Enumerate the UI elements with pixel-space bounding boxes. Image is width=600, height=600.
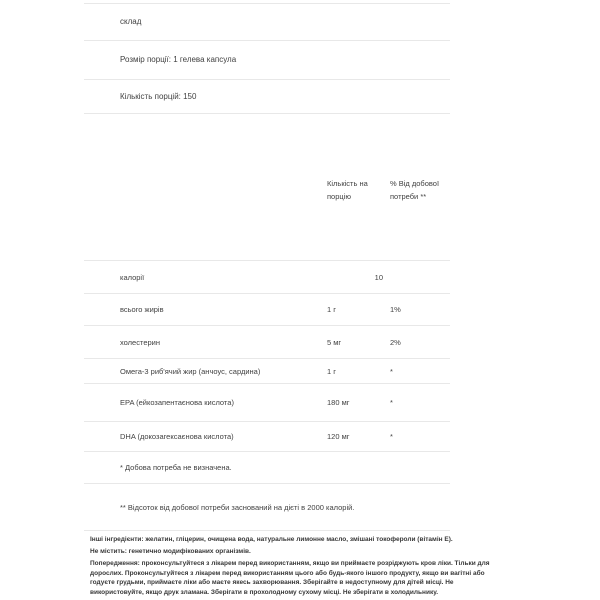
warning-line: годуєте грудьми, приймаєте ліки або маєте якесь захворювання. Зберігайте в недоступному для дітей місці. Не [90,579,454,586]
footnote-row [84,451,450,483]
table-row [84,260,450,293]
nutrient-name: холестерин [120,337,160,347]
warning-line: дорослих. Проконсультуйтеся з лікарем перед використанням цього або будь-якого іншого продукту, якщо ви вагітні або [90,569,485,577]
column-header-daily-value: % Від добової потреби ** [390,178,440,201]
column-header-amount: Кількість на порцію [327,178,368,201]
table-row [84,325,450,358]
nutrient-name: DHA (докозагексаєнова кислота) [120,432,234,441]
nutrient-daily-value: 2% [390,337,401,347]
serving-size-label: Розмір порції: 1 гелева капсула [120,55,237,65]
other-ingredients-text: Інші інгредієнти: желатин, гліцерин, очищена вода, натуральне лимонне масло, змішані токофероли (вітамін E). [90,536,453,543]
table-header-row [84,113,450,260]
nutrient-daily-value: * [390,366,393,376]
table-row [84,293,450,325]
table-row [84,421,450,451]
footnote-row [84,483,450,530]
table-row [84,358,450,383]
section-row-serving-size [84,40,450,79]
footnote-daily-value-not-established: * Добова потреба не визначена. [120,463,232,472]
composition-label: склад [120,17,142,27]
nutrient-daily-value: * [390,398,393,407]
nutrient-name: Омега-3 риб'ячий жир (анчоус, сардина) [120,366,261,376]
servings-count-label: Кількість порцій: 150 [120,91,197,101]
section-row-servings-count [84,79,450,113]
nutrient-name: калорії [120,272,145,282]
nutrient-amount: 1 г [327,305,336,314]
contains-note-text: Не містить: генетично модифікованих організмів. [90,548,251,555]
nutrient-amount: 120 мг [327,432,350,441]
nutrient-amount: 1 г [327,366,336,376]
nutrient-amount: 180 мг [327,398,350,407]
nutrient-amount: 10 [374,272,383,282]
product-notes-footer [84,530,490,597]
nutrient-name: всього жирів [120,305,164,314]
nutrient-daily-value: 1% [390,305,401,314]
table-row [84,383,450,421]
supplement-facts-table [84,3,490,597]
footnote-percent-daily-value-basis: ** Відсоток від добової потреби заснований на дієті в 2000 калорій. [120,502,355,512]
nutrient-amount: 5 мг [327,337,342,347]
nutrient-daily-value: * [390,432,393,441]
warning-line: Попередження: проконсультуйтеся з лікарем перед використанням, якщо ви приймаєте розріджують кров ліки. Тільки для [90,560,490,567]
section-row-composition [84,3,450,40]
warning-text [90,559,490,597]
nutrient-name: EPA (ейкозапентаєнова кислота) [120,398,234,407]
warning-line: використовуйте, якщо друк зламана. Зберігати в прохолодному сухому місці. Не зберігати в холодильнику. [90,588,439,596]
